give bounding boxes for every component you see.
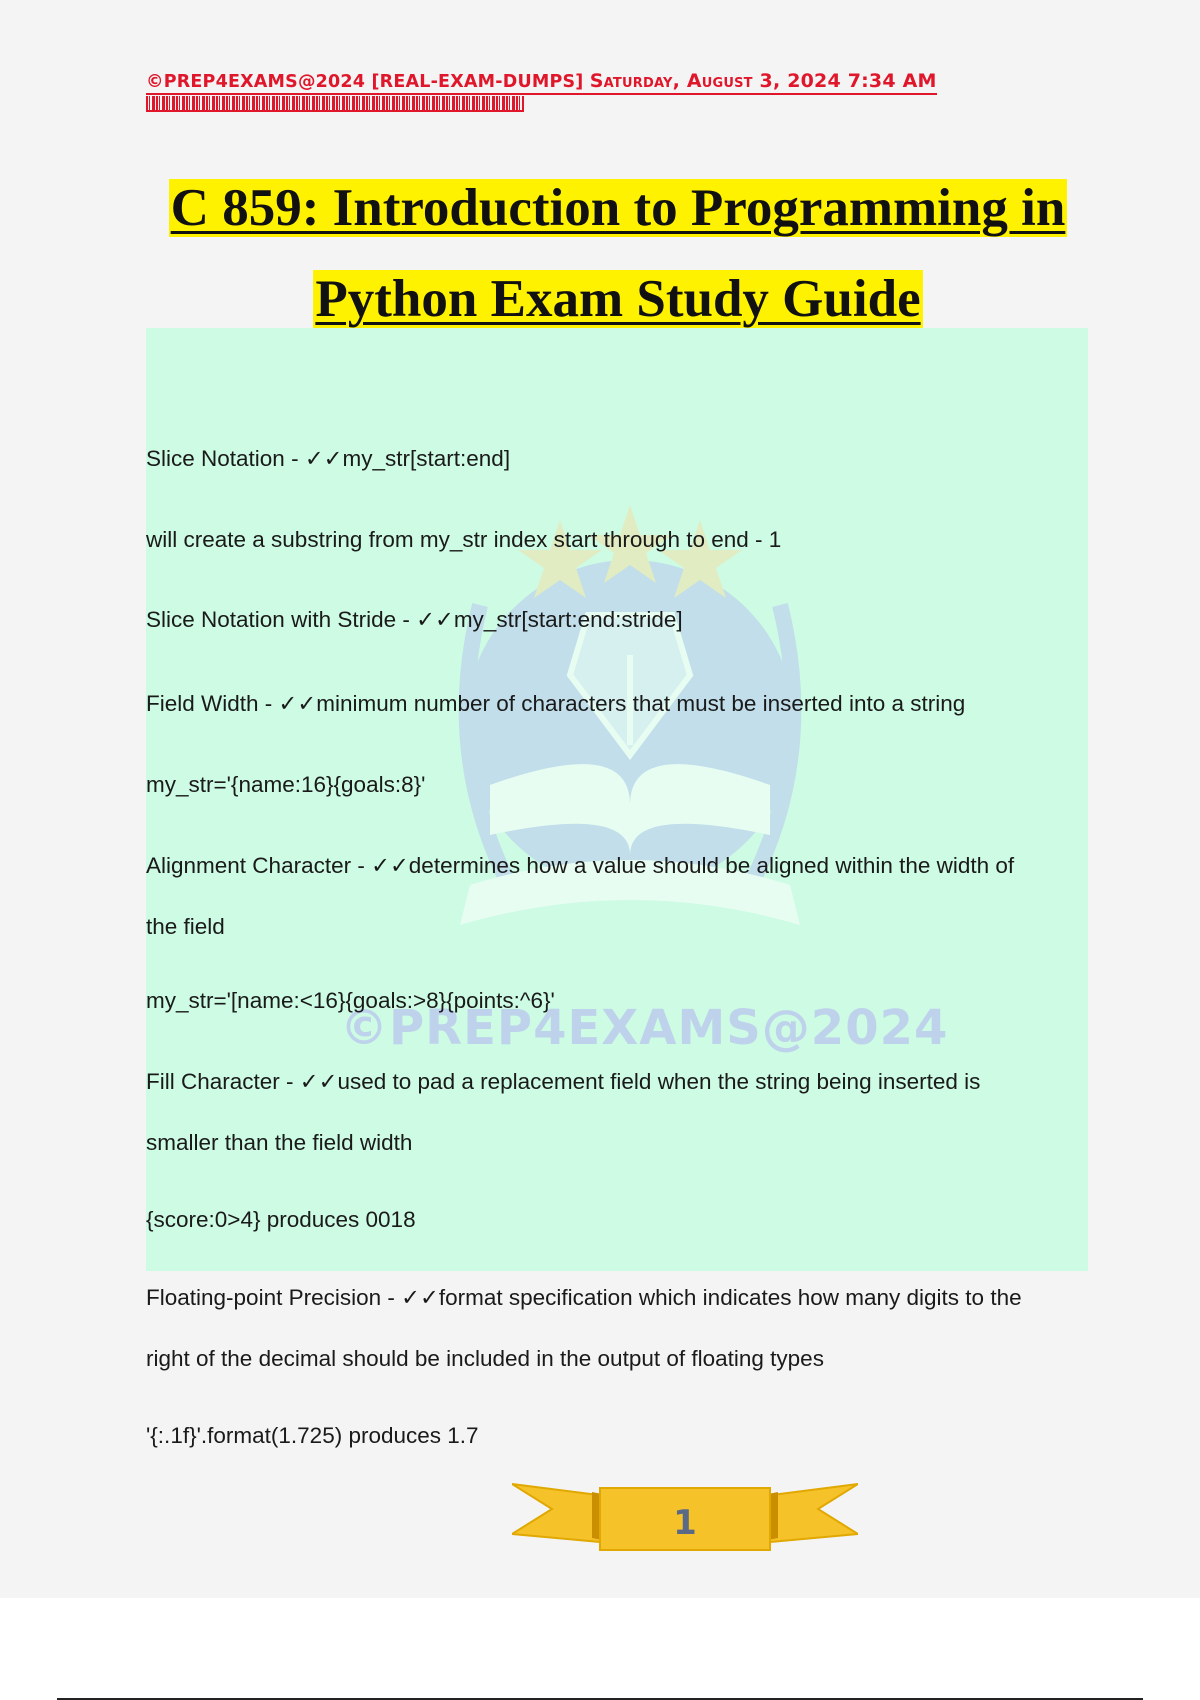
text-line: my_str='{name:16}{goals:8}' xyxy=(146,772,426,797)
barcode-strip xyxy=(146,96,524,112)
text-line: Floating-point Precision - ✓✓format specification which indicates how many digits to the xyxy=(146,1285,1022,1310)
text-line: Slice Notation - ✓✓my_str[start:end] xyxy=(146,446,511,471)
header-date: Saturday, August 3, 2024 7:34 AM xyxy=(589,70,937,92)
watermark-text: ©PREP4EXAMS@2024 xyxy=(340,1000,949,1056)
title-line-2: Python Exam Study Guide xyxy=(315,270,921,328)
text-line: my_str='[name:<16}{goals:>8}{points:^6}' xyxy=(146,988,555,1013)
text-line: Field Width - ✓✓minimum number of characters that must be inserted into a string xyxy=(146,691,966,716)
text-line: will create a substring from my_str index start through to end - 1 xyxy=(146,527,782,552)
text-line: Slice Notation with Stride - ✓✓my_str[start:end:stride] xyxy=(146,607,683,632)
text-line: the field xyxy=(146,914,225,939)
page-title xyxy=(0,178,1200,360)
page-number-ribbon xyxy=(512,1476,858,1556)
text-line: '{:.1f}'.format(1.725) produces 1.7 xyxy=(146,1423,479,1448)
title-line-1: C 859: Introduction to Programming in xyxy=(170,179,1066,237)
text-line: Fill Character - ✓✓used to pad a replacement field when the string being inserted is xyxy=(146,1069,981,1094)
header-source: ©PREP4EXAMS@2024 [REAL-EXAM-DUMPS] xyxy=(146,72,584,92)
text-line: right of the decimal should be included in the output of floating types xyxy=(146,1346,824,1371)
header-watermark-line xyxy=(146,70,937,95)
text-line: {score:0>4} produces 0018 xyxy=(146,1207,416,1232)
text-line: smaller than the field width xyxy=(146,1130,413,1155)
page-number: 1 xyxy=(673,1503,697,1543)
text-line: Alignment Character - ✓✓determines how a value should be aligned within the width of xyxy=(146,853,1015,878)
